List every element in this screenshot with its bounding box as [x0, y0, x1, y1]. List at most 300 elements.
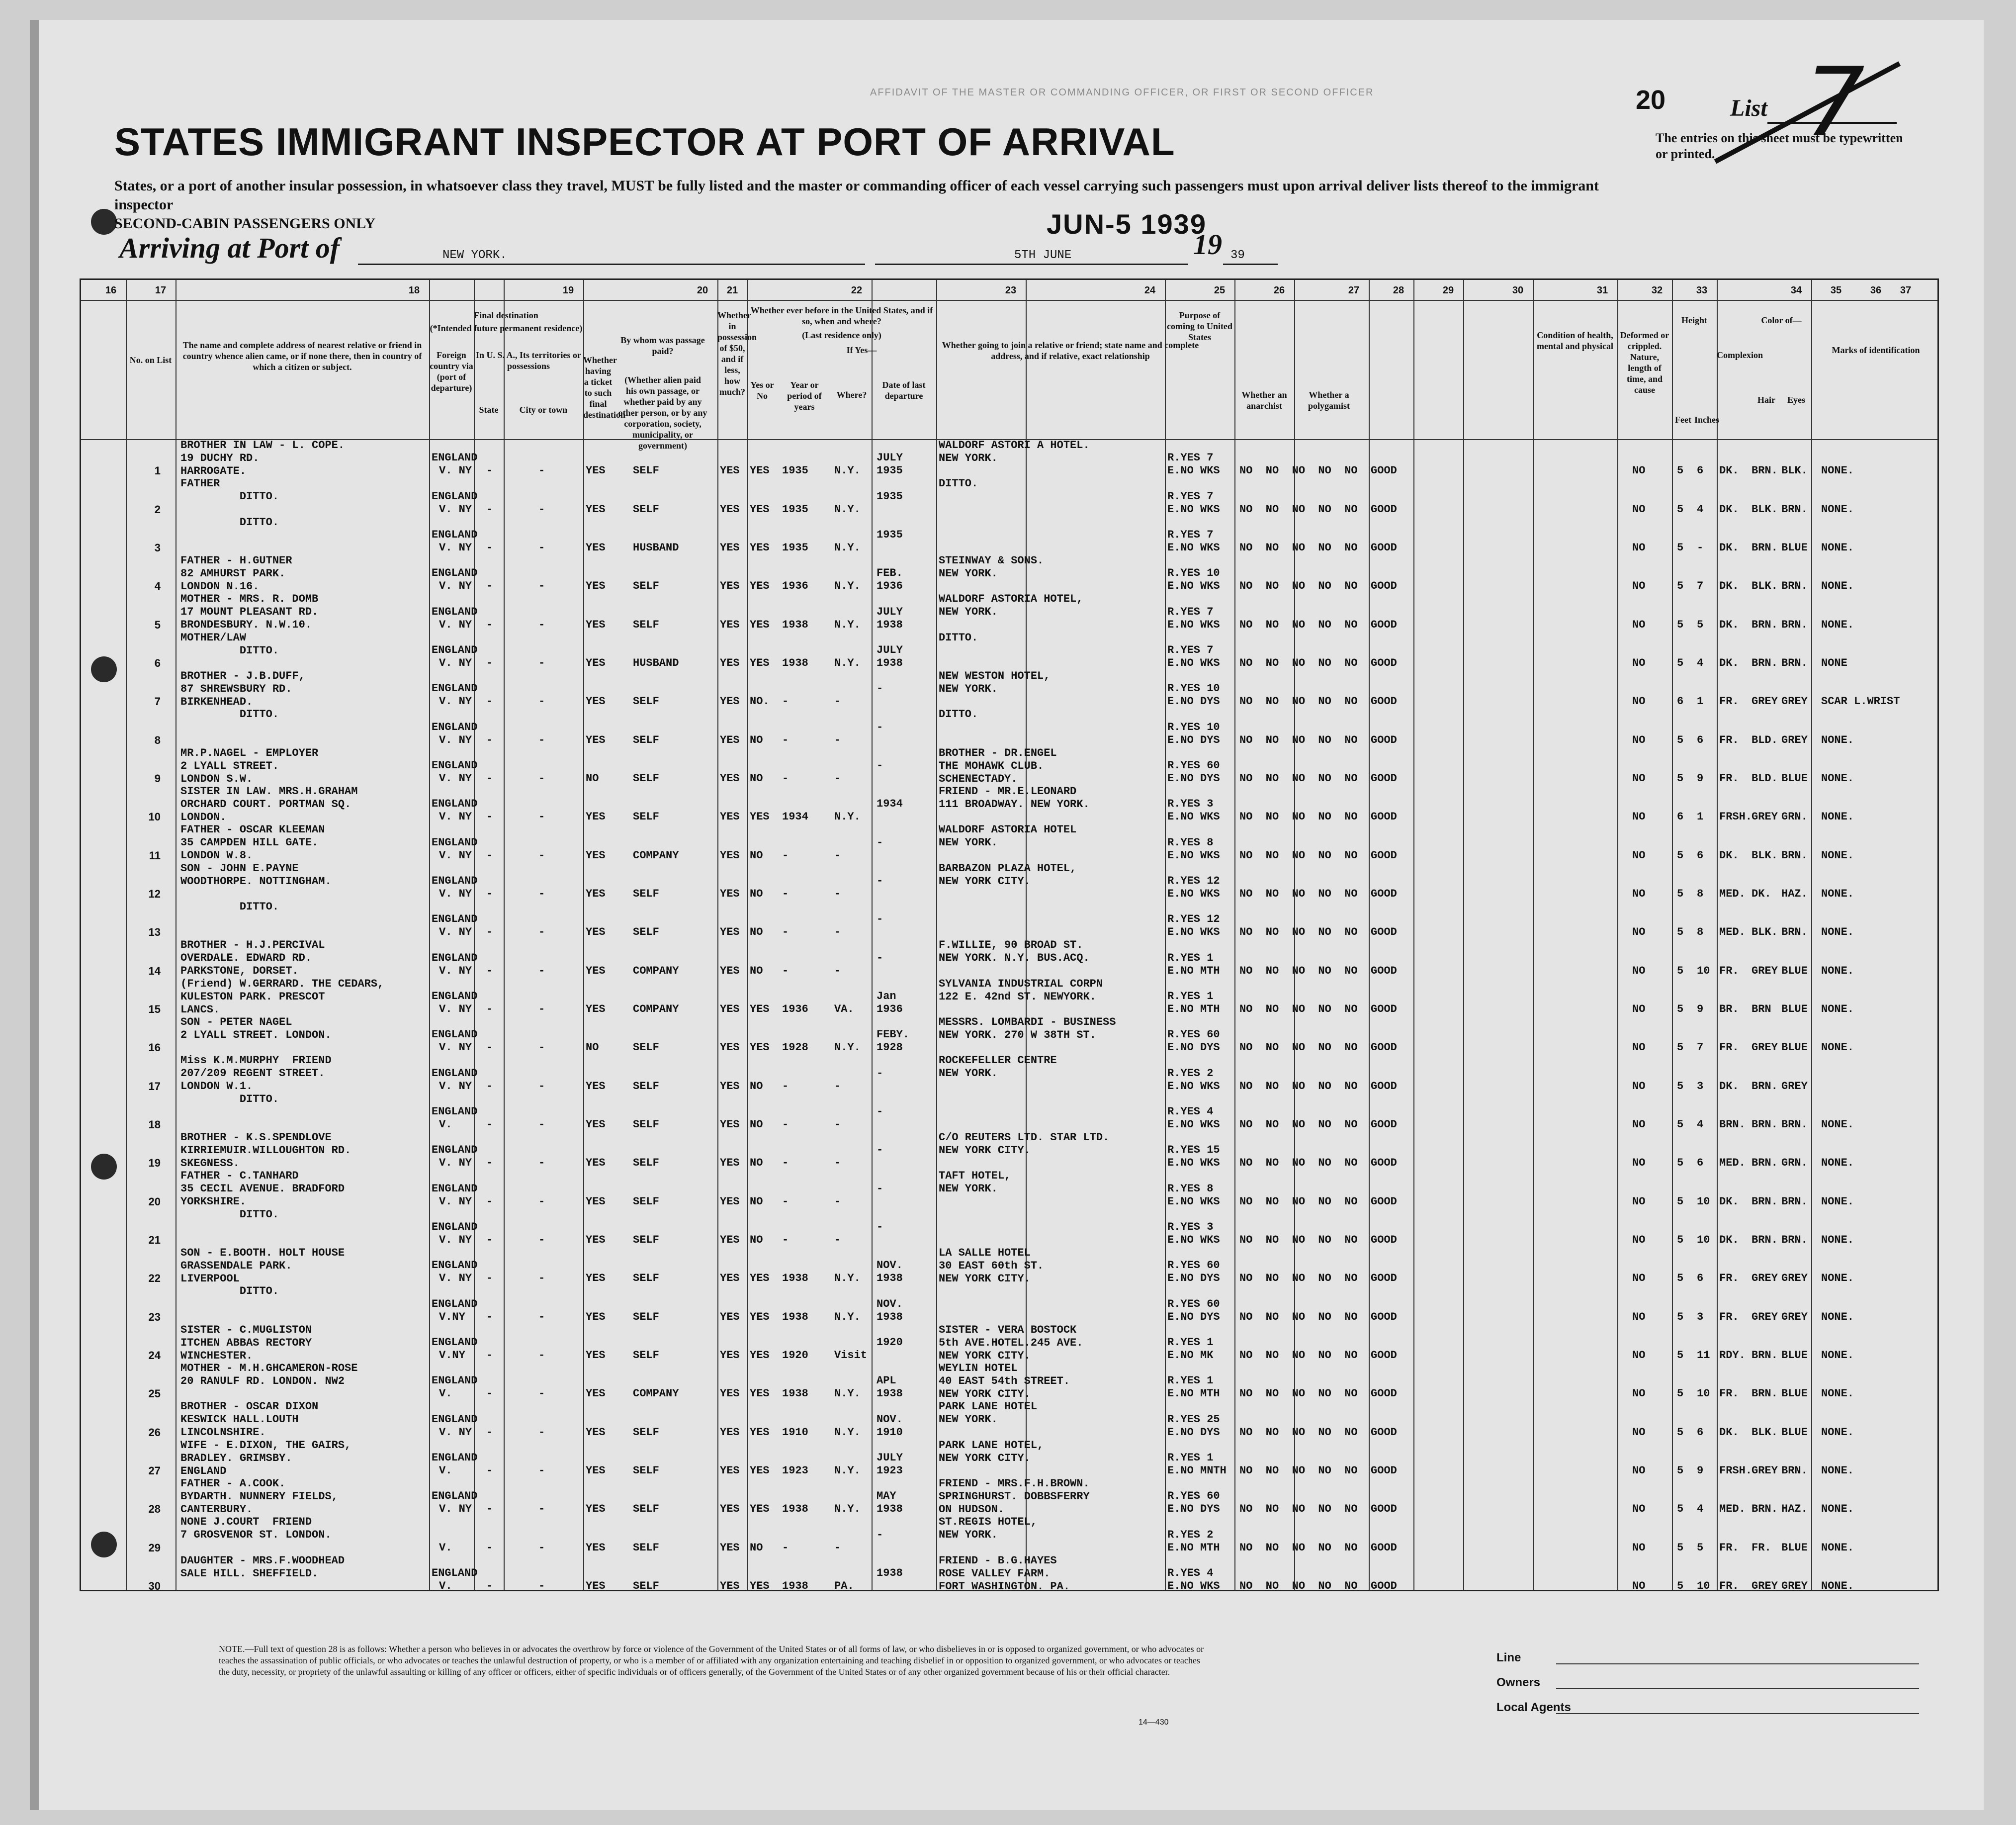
deformed-value: NO — [1632, 1387, 1646, 1400]
column-rule — [126, 280, 127, 1590]
money-value: YES — [720, 926, 740, 939]
identification-marks: NONE. — [1821, 1580, 1854, 1592]
column-header-complexion: Complexion — [1717, 350, 1763, 360]
been-before-value: NO — [750, 1234, 763, 1246]
height-inches: 7 — [1697, 580, 1704, 593]
last-departure-date: - — [877, 1182, 883, 1195]
last-departure-date: 1935 — [877, 490, 903, 503]
row-number: 20 — [148, 1195, 161, 1208]
passage-paid-by: SELF — [633, 1041, 659, 1054]
eye-color: GREY — [1781, 1580, 1808, 1592]
year-value: - — [782, 849, 789, 862]
purpose-value: R.YES 7 E.NO WKS — [1167, 452, 1220, 477]
complexion-value: DK. — [1719, 464, 1739, 477]
complexion-value: FR. — [1719, 1541, 1739, 1554]
column-header-passage_note: (Whether alien paid his own passage, or whether paid by any other person, or by any corporation, society, municipality, or government) — [618, 375, 707, 451]
passage-paid-by: SELF — [633, 926, 659, 939]
height-inches: 6 — [1697, 1426, 1704, 1439]
identification-marks: NONE. — [1821, 542, 1854, 554]
row-number: 7 — [154, 695, 161, 708]
port-of-departure: V. NY — [439, 464, 472, 477]
column-header-yes_or_no: Yes or No — [750, 380, 774, 401]
purpose-value: R.YES 10 E.NO DYS — [1167, 721, 1220, 746]
height-feet: 5 — [1677, 1426, 1684, 1439]
where-value: N.Y. — [834, 464, 861, 477]
foreign-country: ENGLAND — [432, 605, 478, 618]
height-inches: 4 — [1697, 657, 1704, 669]
last-departure-date: JULY 1923 — [877, 1452, 903, 1477]
relative-address: SON - JOHN E.PAYNE WOODTHORPE. NOTTINGHAM. — [180, 862, 332, 888]
questions-and-health: NO NO NO NO NO GOOD — [1239, 1464, 1397, 1477]
state-value: - — [486, 733, 493, 746]
height-feet: 5 — [1677, 888, 1684, 900]
port-of-departure: V. NY — [439, 772, 472, 785]
complexion-value: RDY. — [1719, 1349, 1746, 1362]
complexion-value: DK. — [1719, 657, 1739, 669]
year-value: - — [782, 1234, 789, 1246]
joining-relative: LA SALLE HOTEL 30 EAST 60th ST. NEW YORK CITY. — [939, 1247, 1044, 1285]
last-departure-date: - — [877, 1144, 883, 1157]
complexion-value: DK. — [1719, 542, 1739, 554]
purpose-value: R.YES 12 E.NO WKS — [1167, 913, 1220, 939]
been-before-value: NO — [750, 964, 763, 977]
last-departure-date: - — [877, 1105, 883, 1118]
questions-and-health: NO NO NO NO NO GOOD — [1239, 1118, 1397, 1131]
been-before-value: NO. — [750, 695, 770, 708]
hair-color: FR. — [1752, 1541, 1771, 1554]
hair-color: GREY — [1752, 811, 1778, 823]
identification-marks: NONE. — [1821, 1157, 1854, 1170]
height-inches: 1 — [1697, 695, 1704, 708]
complexion-value: DK. — [1719, 849, 1739, 862]
relative-address: BROTHER - H.J.PERCIVAL OVERDALE. EDWARD RD. PARKSTONE, DORSET. — [180, 939, 325, 978]
height-inches: 9 — [1697, 772, 1704, 785]
where-value: - — [834, 888, 841, 900]
city-value: - — [538, 1541, 545, 1554]
ticket-value: YES — [586, 580, 606, 593]
hair-color: BRN. — [1752, 1118, 1778, 1131]
city-value: - — [538, 580, 545, 593]
last-departure-date: - — [877, 759, 883, 772]
ticket-value: YES — [586, 1349, 606, 1362]
row-number: 13 — [148, 926, 161, 939]
city-value: - — [538, 1118, 545, 1131]
identification-marks: NONE — [1821, 657, 1847, 669]
deformed-value: NO — [1632, 1234, 1646, 1246]
height-inches: 9 — [1697, 1464, 1704, 1477]
joining-relative: WALDORF ASTORIA HOTEL, NEW YORK. — [939, 593, 1083, 619]
height-feet: 5 — [1677, 1310, 1684, 1323]
row-number: 24 — [148, 1349, 161, 1362]
state-value: - — [486, 964, 493, 977]
height-feet: 5 — [1677, 503, 1684, 516]
state-value: - — [486, 1464, 493, 1477]
been-before-value: YES — [750, 464, 770, 477]
been-before-value: YES — [750, 1426, 770, 1439]
column-number: 17 — [155, 285, 167, 296]
foreign-country: ENGLAND — [432, 452, 478, 464]
state-value: - — [486, 1272, 493, 1285]
column-rule — [583, 280, 584, 1590]
port-of-departure: V. NY — [439, 1426, 472, 1439]
foreign-country: ENGLAND — [432, 1144, 478, 1157]
deformed-value: NO — [1632, 1003, 1646, 1015]
city-value: - — [538, 1426, 545, 1439]
identification-marks: NONE. — [1821, 1234, 1854, 1246]
purpose-value: R.YES 7 E.NO WKS — [1167, 605, 1220, 631]
deformed-value: NO — [1632, 1464, 1646, 1477]
deformed-value: NO — [1632, 464, 1646, 477]
city-value: - — [538, 1349, 545, 1362]
relative-address: FATHER - H.GUTNER 82 AMHURST PARK. LONDON N.16. — [180, 554, 292, 593]
been-before-value: NO — [750, 888, 763, 900]
foreign-country: ENGLAND — [432, 1067, 478, 1080]
purpose-value: R.YES 10 E.NO WKS — [1167, 567, 1220, 593]
eye-color: GREY — [1781, 695, 1808, 708]
ticket-value: YES — [586, 1464, 606, 1477]
foreign-country: ENGLAND — [432, 798, 478, 811]
row-number: 18 — [148, 1118, 161, 1131]
complexion-value: MED. — [1719, 1157, 1746, 1170]
money-value: YES — [720, 657, 740, 669]
year-value: 1938 — [782, 1580, 808, 1592]
city-value: - — [538, 464, 545, 477]
foreign-country: ENGLAND — [432, 1297, 478, 1310]
questions-and-health: NO NO NO NO NO GOOD — [1239, 464, 1397, 477]
identification-marks: NONE. — [1821, 849, 1854, 862]
where-value: - — [834, 1080, 841, 1093]
ticket-value: YES — [586, 1118, 606, 1131]
city-value: - — [538, 1580, 545, 1592]
been-before-value: NO — [750, 1118, 763, 1131]
year-value: - — [782, 1118, 789, 1131]
passage-paid-by: SELF — [633, 1272, 659, 1285]
height-feet: 5 — [1677, 1118, 1684, 1131]
row-number: 16 — [148, 1041, 161, 1054]
column-number: 29 — [1442, 285, 1454, 296]
column-rule — [1234, 280, 1235, 1590]
last-departure-date: 1920 — [877, 1336, 903, 1349]
foreign-country: ENGLAND — [432, 951, 478, 964]
relative-address: DITTO. — [180, 1208, 279, 1221]
state-value: - — [486, 580, 493, 593]
last-departure-date: - — [877, 913, 883, 926]
row-number: 12 — [148, 888, 161, 900]
joining-relative: PARK LANE HOTEL, NEW YORK CITY. — [939, 1439, 1044, 1464]
identification-marks: NONE. — [1821, 733, 1854, 746]
joining-relative: STEINWAY & SONS. NEW YORK. — [939, 554, 1044, 580]
last-departure-date: - — [877, 1221, 883, 1233]
height-feet: 5 — [1677, 1349, 1684, 1362]
port-of-departure: V. NY — [439, 926, 472, 939]
deformed-value: NO — [1632, 1041, 1646, 1054]
deformed-value: NO — [1632, 1272, 1646, 1285]
money-value: YES — [720, 1118, 740, 1131]
height-inches: 6 — [1697, 464, 1704, 477]
last-departure-date: Jan 1936 — [877, 990, 903, 1015]
been-before-value: NO — [750, 926, 763, 939]
height-feet: 5 — [1677, 964, 1684, 977]
complexion-value: FR. — [1719, 1387, 1739, 1400]
height-feet: 5 — [1677, 618, 1684, 631]
city-value: - — [538, 503, 545, 516]
complexion-value: DK. — [1719, 618, 1739, 631]
height-inches: 5 — [1697, 618, 1704, 631]
deformed-value: NO — [1632, 1580, 1646, 1592]
ticket-value: YES — [586, 695, 606, 708]
purpose-value: R.YES 1 E.NO MTH — [1167, 951, 1220, 977]
ticket-value: YES — [586, 1157, 606, 1170]
deformed-value: NO — [1632, 1426, 1646, 1439]
last-departure-date: JULY 1938 — [877, 644, 903, 669]
height-feet: 5 — [1677, 1541, 1684, 1554]
year-line — [1223, 264, 1278, 265]
eye-color: BRN. — [1781, 657, 1808, 669]
year-value: 1928 — [782, 1041, 808, 1054]
port-line — [358, 264, 865, 265]
last-departure-date: - — [877, 951, 883, 964]
column-number: 37 — [1900, 285, 1912, 296]
money-value: YES — [720, 849, 740, 862]
questions-and-health: NO NO NO NO NO GOOD — [1239, 811, 1397, 823]
column-rule — [474, 280, 475, 1590]
questions-and-health: NO NO NO NO NO GOOD — [1239, 772, 1397, 785]
relative-address: MOTHER - M.H.GHCAMERON-ROSE 20 RANULF RD. LONDON. NW2 — [180, 1362, 358, 1387]
relative-address: Miss K.M.MURPHY FRIEND 207/209 REGENT STREET. LONDON W.1. — [180, 1054, 332, 1093]
port-of-departure: V. NY — [439, 657, 472, 669]
joining-relative: FRIEND - MR.E.LEONARD 111 BROADWAY. NEW YORK. — [939, 785, 1090, 811]
money-value: YES — [720, 1310, 740, 1323]
questions-and-health: NO NO NO NO NO GOOD — [1239, 888, 1397, 900]
year-suffix: 39 — [1230, 249, 1245, 262]
port-of-departure: V. NY — [439, 1195, 472, 1208]
row-number: 5 — [154, 618, 161, 631]
joining-relative: DITTO. — [939, 708, 978, 721]
column-header-eyes: Eyes — [1787, 395, 1805, 405]
purpose-value: R.YES 60 E.NO DYS — [1167, 1028, 1220, 1054]
foreign-country: ENGLAND — [432, 1452, 478, 1464]
foreign-country: ENGLAND — [432, 990, 478, 1003]
year-value: 1938 — [782, 1503, 808, 1516]
ticket-value: YES — [586, 542, 606, 554]
deformed-value: NO — [1632, 733, 1646, 746]
port-of-departure: V. NY — [439, 1157, 472, 1170]
complexion-value: DK. — [1719, 580, 1739, 593]
ticket-value: YES — [586, 1541, 606, 1554]
money-value: YES — [720, 1464, 740, 1477]
column-rule — [504, 280, 505, 1590]
row-number: 21 — [148, 1234, 161, 1246]
column-number: 34 — [1790, 285, 1802, 296]
hair-color: BLD. — [1752, 772, 1778, 785]
city-value: - — [538, 1310, 545, 1323]
money-value: YES — [720, 503, 740, 516]
foreign-country: ENGLAND — [432, 682, 478, 695]
questions-and-health: NO NO NO NO NO GOOD — [1239, 1349, 1397, 1362]
height-feet: 5 — [1677, 1234, 1684, 1246]
purpose-value: R.YES 7 E.NO WKS — [1167, 644, 1220, 669]
hair-color: BLK. — [1752, 849, 1778, 862]
ticket-value: NO — [586, 772, 599, 785]
deformed-value: NO — [1632, 964, 1646, 977]
eye-color: HAZ. — [1781, 888, 1808, 900]
where-value: N.Y. — [834, 1041, 861, 1054]
hair-color: BLD. — [1752, 733, 1778, 746]
state-value: - — [486, 1234, 493, 1246]
money-value: YES — [720, 1503, 740, 1516]
column-header-in_usa: In U. S. A., Its territories or possessions — [476, 350, 581, 371]
questions-and-health: NO NO NO NO NO GOOD — [1239, 1426, 1397, 1439]
been-before-value: YES — [750, 542, 770, 554]
purpose-value: R.YES 8 E.NO WKS — [1167, 836, 1220, 862]
foreign-country: ENGLAND — [432, 1336, 478, 1349]
height-feet: 5 — [1677, 542, 1684, 554]
been-before-value: YES — [750, 580, 770, 593]
joining-relative: BROTHER - DR.ENGEL THE MOHAWK CLUB. SCHENECTADY. — [939, 746, 1057, 785]
where-value: - — [834, 1234, 841, 1246]
been-before-value: YES — [750, 1310, 770, 1323]
state-value: - — [486, 849, 493, 862]
questions-and-health: NO NO NO NO NO GOOD — [1239, 580, 1397, 593]
purpose-value: R.YES 60 E.NO DYS — [1167, 1490, 1220, 1516]
hair-color: BRN. — [1752, 542, 1778, 554]
column-number: 25 — [1214, 285, 1226, 296]
hair-color: BRN — [1752, 1003, 1771, 1015]
port-of-departure: V. NY — [439, 618, 472, 631]
eye-color: GREY — [1781, 1272, 1808, 1285]
city-value: - — [538, 1080, 545, 1093]
where-value: N.Y. — [834, 1426, 861, 1439]
owners-label: Owners — [1496, 1676, 1541, 1689]
height-inches: 7 — [1697, 1041, 1704, 1054]
deformed-value: NO — [1632, 657, 1646, 669]
date-line — [875, 264, 1188, 265]
where-value: - — [834, 849, 841, 862]
height-feet: 5 — [1677, 1041, 1684, 1054]
been-before-value: NO — [750, 772, 763, 785]
column-header-no_on_list: No. on List — [129, 355, 172, 365]
foreign-country: ENGLAND — [432, 1259, 478, 1272]
faint-affidavit-header: AFFIDAVIT OF THE MASTER OR COMMANDING OFFICER, OR FIRST OR SECOND OFFICER — [870, 87, 1374, 98]
year-value: 1910 — [782, 1426, 808, 1439]
ticket-value: YES — [586, 1080, 606, 1093]
state-value: - — [486, 657, 493, 669]
header-rule — [81, 300, 1937, 301]
identification-marks: NONE. — [1821, 811, 1854, 823]
year-value: - — [782, 964, 789, 977]
eye-color: BRN. — [1781, 618, 1808, 631]
where-value: N.Y. — [834, 618, 861, 631]
been-before-value: YES — [750, 1503, 770, 1516]
questions-and-health: NO NO NO NO NO GOOD — [1239, 1003, 1397, 1015]
money-value: YES — [720, 964, 740, 977]
port-of-departure: V.NY — [439, 1349, 465, 1362]
state-value: - — [486, 1157, 493, 1170]
eye-color: BLUE — [1781, 772, 1808, 785]
foreign-country: ENGLAND — [432, 490, 478, 503]
passage-paid-by: SELF — [633, 1426, 659, 1439]
column-number: 20 — [697, 285, 708, 296]
last-departure-date: - — [877, 1067, 883, 1080]
port-of-departure: V. NY — [439, 888, 472, 900]
page-subtitle — [114, 177, 1656, 233]
money-value: YES — [720, 542, 740, 554]
ticket-value: YES — [586, 464, 606, 477]
passage-paid-by: SELF — [633, 1157, 659, 1170]
passage-paid-by: SELF — [633, 695, 659, 708]
column-number: 35 — [1830, 285, 1842, 296]
been-before-value: YES — [750, 811, 770, 823]
form-code: 14—430 — [1139, 1718, 1169, 1727]
state-value: - — [486, 542, 493, 554]
year-value: - — [782, 1157, 789, 1170]
column-header-deformed: Deformed or crippled. Nature, length of time, and cause — [1620, 330, 1669, 395]
column-header-passage: By whom was passage paid? — [620, 335, 705, 356]
hair-color: BRN. — [1752, 1157, 1778, 1170]
relative-address: DITTO. — [180, 516, 279, 529]
height-inches: 4 — [1697, 1118, 1704, 1131]
line-label: Line — [1496, 1651, 1521, 1664]
complexion-value: FR. — [1719, 1310, 1739, 1323]
height-inches: 8 — [1697, 926, 1704, 939]
complexion-value: FR. — [1719, 772, 1739, 785]
port-of-departure: V. NY — [439, 1272, 472, 1285]
state-value: - — [486, 1118, 493, 1131]
relative-address: SON - PETER NAGEL 2 LYALL STREET. LONDON. — [180, 1016, 332, 1041]
eye-color: BLUE — [1781, 1041, 1808, 1054]
been-before-value: NO — [750, 1157, 763, 1170]
last-departure-date: MAY 1938 — [877, 1490, 903, 1516]
row-number: 6 — [154, 657, 161, 669]
foreign-country: ENGLAND — [432, 1490, 478, 1503]
purpose-value: R.YES 7 E.NO WKS — [1167, 490, 1220, 516]
column-rule — [1413, 280, 1414, 1590]
where-value: PA. — [834, 1580, 854, 1592]
purpose-value: R.YES 1 E.NO MTH — [1167, 990, 1220, 1015]
passage-paid-by: SELF — [633, 1464, 659, 1477]
state-value: - — [486, 772, 493, 785]
relative-address: FATHER - A.COOK. BYDARTH. NUNNERY FIELDS, CANTERBURY. — [180, 1477, 338, 1516]
height-feet: 5 — [1677, 1272, 1684, 1285]
port-of-departure: V. NY — [439, 503, 472, 516]
row-number: 4 — [154, 580, 161, 593]
been-before-value: NO — [750, 1080, 763, 1093]
height-inches: 10 — [1697, 1195, 1710, 1208]
questions-and-health: NO NO NO NO NO GOOD — [1239, 1157, 1397, 1170]
height-feet: 5 — [1677, 1080, 1684, 1093]
eye-color: BRN. — [1781, 1464, 1808, 1477]
been-before-value: YES — [750, 1580, 770, 1592]
complexion-value: FR. — [1719, 964, 1739, 977]
eye-color: GREY — [1781, 1080, 1808, 1093]
hair-color: GREY — [1752, 1272, 1778, 1285]
height-inches: 10 — [1697, 964, 1710, 977]
column-number: 19 — [562, 285, 574, 296]
where-value: N.Y. — [834, 580, 861, 593]
column-header-date_departure: Date of last departure — [882, 380, 926, 401]
joining-relative: DITTO. — [939, 631, 978, 644]
row-number: 22 — [148, 1272, 161, 1285]
local-agents-label: Local Agents — [1496, 1701, 1571, 1714]
column-header-where: Where? — [836, 390, 867, 400]
row-number: 10 — [148, 811, 161, 823]
purpose-value: R.YES 25 E.NO DYS — [1167, 1413, 1220, 1439]
city-value: - — [538, 1157, 545, 1170]
hair-color: GREY — [1752, 964, 1778, 977]
height-feet: 5 — [1677, 1003, 1684, 1015]
complexion-value: MED. — [1719, 888, 1746, 900]
deformed-value: NO — [1632, 580, 1646, 593]
